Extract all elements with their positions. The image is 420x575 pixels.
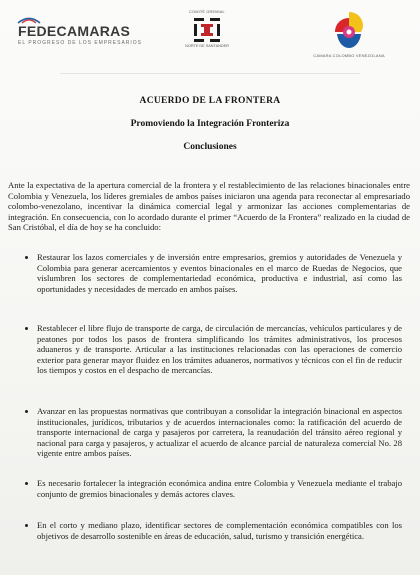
comite-gremial-logo: [182, 10, 232, 48]
fedecamaras-brand: FEDECAMARAS: [18, 23, 131, 39]
bullet-icon: [25, 482, 28, 485]
section-heading: Conclusiones: [183, 142, 237, 152]
document-title: ACUERDO DE LA FRONTERA: [139, 96, 281, 106]
bullet-icon: [25, 256, 28, 259]
bullet-icon: [25, 327, 28, 330]
list-item-text: Es necesario fortalecer la integración económica andina entre Colombia y Venezuela mediante el trabajo conjunto de gremios binacionales y demás actores claves.: [37, 478, 402, 499]
bullet-icon: [25, 410, 28, 413]
fedecamaras-mark-icon: [16, 14, 42, 24]
document-subtitle: Promoviendo la Integración Fronteriza: [130, 119, 290, 129]
ccv-emblem-icon: [327, 8, 371, 52]
list-item-text: Avanzar en las propuestas normativas que contribuyan a consolidar la integración binacional en aspectos institucionales, jurídicos, tributarios y de acuerdos internacionales como: la ratificación del acuerdo de transporte internacional de carga y pasajeros por carretera, la reanudación del tránsito aéreo regional y nacional para carga y pasajeros, y actualizar el acuerdo de alcance parcial de naturaleza comercial No. 28 vigente entre ambos países.: [37, 406, 402, 458]
header-divider: [60, 73, 360, 74]
fedecamaras-logo: [18, 24, 168, 46]
list-item-text: Restaurar los lazos comerciales y de inversión entre empresarios, gremios y autoridades de Venezuela y Colombia para generar acercamientos y eventos binacionales en el marco de Ruedas de Negocios, que vislumbren los sectores de complementariedad económica, productiva e industrial, así como las oportunidades y necesidades de mercado en ambos países.: [37, 252, 402, 294]
comite-gremial-bottom-text: NORTE DE SANTANDER: [185, 44, 229, 48]
intro-paragraph: Ante la expectativa de la apertura comercial de la frontera y el restablecimiento de las relaciones binacionales entre Colombia y Venezuela, los líderes gremiales de ambos países iniciaron una agenda para reconectar al empresariado colombo-venezolano, incentivar la dinámica comercial legal y armonizar las acciones complementarias de integración. En consecuencia, con lo acordado durante el primer “Acuerdo de la Frontera” realizado en la ciudad de San Cristóbal, el día de hoy se ha concluido:: [8, 180, 410, 233]
comite-gremial-emblem-icon: [192, 17, 222, 43]
camara-colombo-venezolana-logo: [304, 8, 394, 58]
ccv-caption: CAMARA COLOMBO VENEZOLANA: [313, 53, 385, 58]
comite-gremial-top-text: COMITÉ GREMIAL: [189, 10, 225, 14]
bullet-icon: [25, 524, 28, 527]
fedecamaras-tagline: EL PROGRESO DE LOS EMPRESARIOS: [18, 40, 143, 46]
list-item-text: Restablecer el libre flujo de transporte de carga, de circulación de mercancías, vehículos particulares y de peatones por todos los pasos de frontera simplificando los trámites administrativos, los procesos aduaneros y de transporte. Articular a las instituciones relacionadas con las operaciones de comercio exterior para generar mayor fluidez en los trámites aduaneros, normativos y técnicos con el fin de reducir los tiempos y costos en el despacho de mercancías.: [37, 323, 402, 375]
list-item-text: En el corto y mediano plazo, identificar sectores de complementación económica compatibles con los objetivos de desarrollo sostenible en áreas de educación, salud, turismo y transición energética.: [37, 520, 402, 541]
